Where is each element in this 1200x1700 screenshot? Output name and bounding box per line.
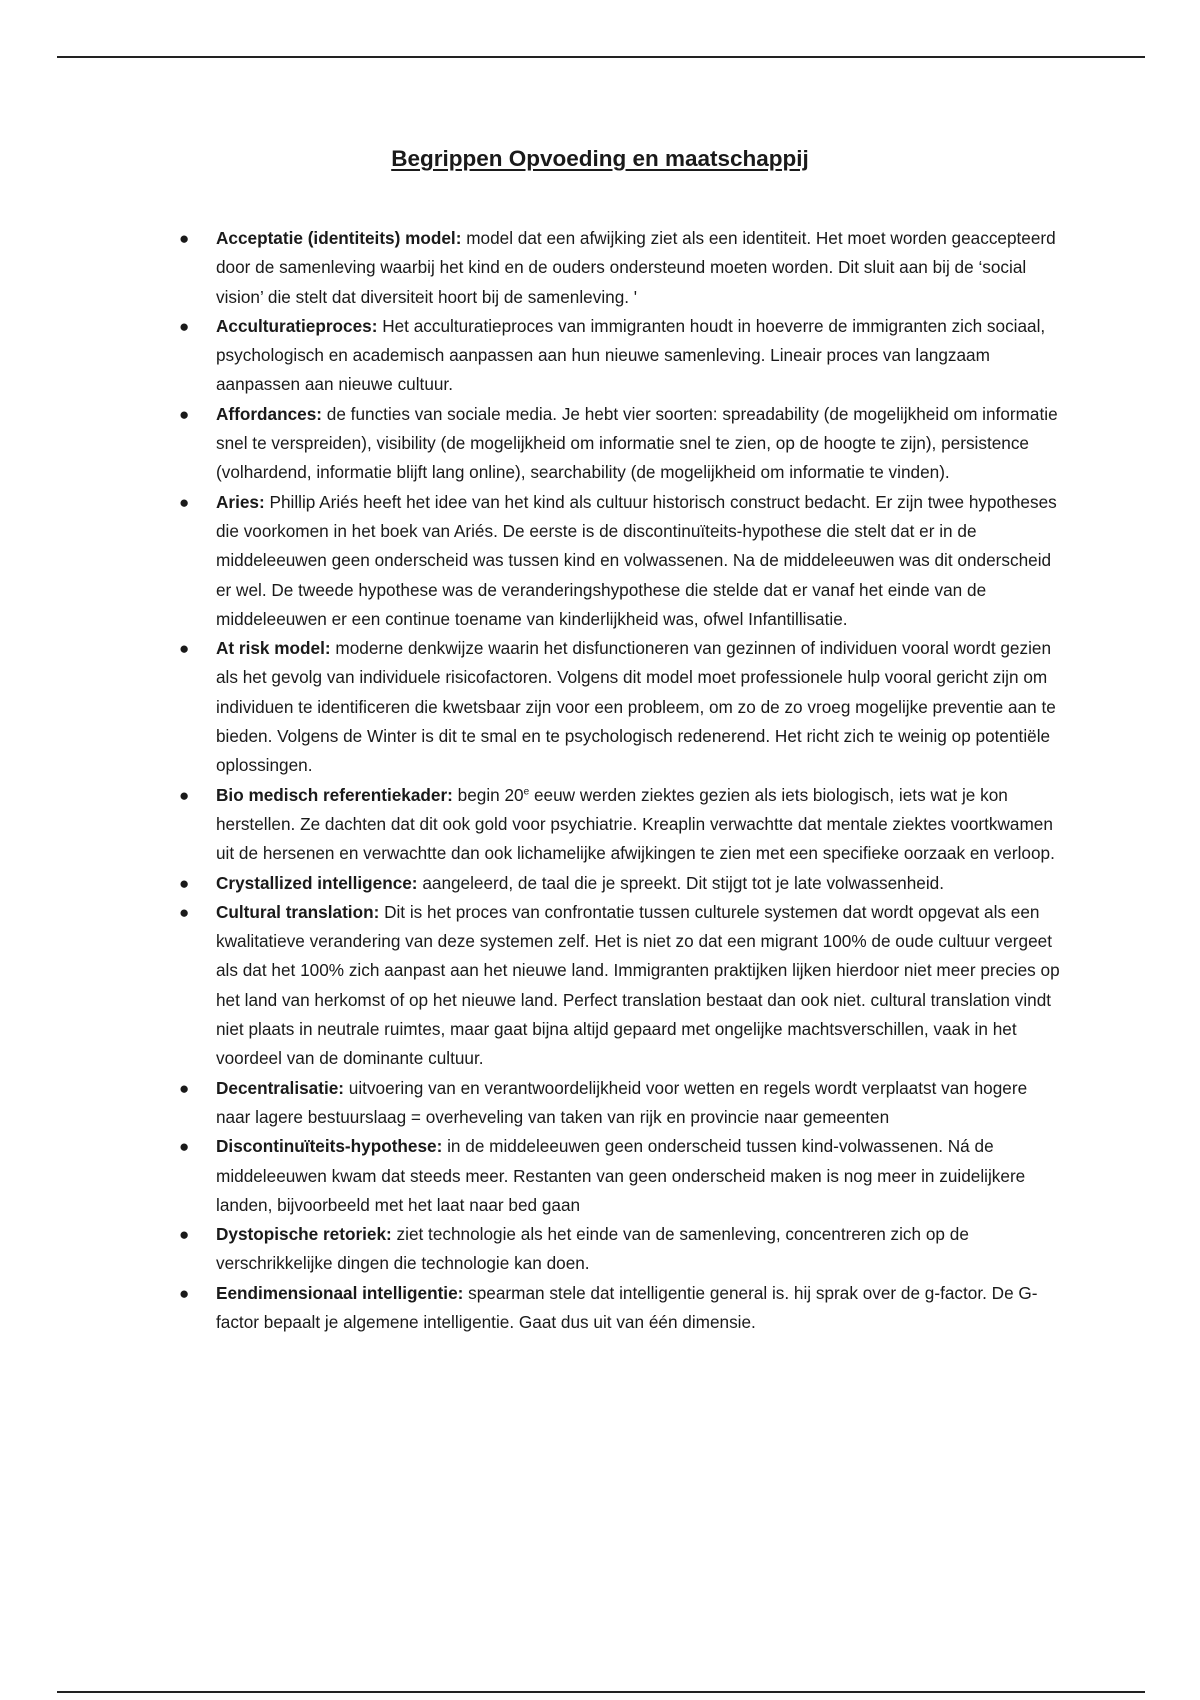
bullet-icon: ●: [179, 1078, 190, 1098]
bottom-rule: [57, 1691, 1145, 1693]
term-label: At risk model:: [216, 638, 331, 659]
term-definition: Phillip Ariés heeft het idee van het kind als cultuur historisch construct bedacht. Er zijn twee hypotheses die voorkomen in het boek van Ariés. De eerste is de discontinuïteits-hypothese die stelt dat er in de middeleeuwen geen onderscheid was tussen kind en volwassenen. Na de middeleeuwen was dit onderscheid er wel. De tweede hypothese was de veranderingshypothese die stelde dat er vanaf het einde van de middeleeuwen er een continue toename van kinderlijkheid was, ofwel Infantillisatie.: [216, 491, 1057, 629]
term-definition: aangeleerd, de taal die je spreekt. Dit stijgt tot je late volwassenheid.: [417, 872, 944, 893]
list-item: [179, 634, 1066, 780]
page-title: Begrippen Opvoeding en maatschappij: [391, 146, 809, 171]
term-label: Cultural translation:: [216, 901, 380, 922]
bullet-icon: ●: [179, 1283, 190, 1303]
list-item: [179, 224, 1066, 312]
term-definition: in de middeleeuwen geen onderscheid tussen kind-volwassenen. Ná de middeleeuwen kwam dat steeds meer. Restanten van geen onderscheid maken is nog meer in zuidelijkere landen, bijvoorbeeld met het laat naar bed gaan: [216, 1136, 1026, 1215]
list-item: [179, 488, 1066, 634]
term-definition: eeuw werden ziektes gezien als iets biologisch, iets wat je kon herstellen. Ze dachten dat dit ook gold voor psychiatrie. Kreaplin verwachtte dat mentale ziektes voortkwamen uit de hersenen en verwachtte dan ook lichamelijke afwijkingen te zien met een specifieke oorzaak en verloop.: [216, 784, 1055, 864]
bullet-icon: ●: [179, 785, 190, 805]
list-item: [179, 1220, 1066, 1279]
top-rule: [57, 56, 1145, 58]
bullet-icon: ●: [179, 873, 190, 893]
bullet-icon: ●: [179, 1225, 190, 1245]
term-definition: Dit is het proces van confrontatie tussen culturele systemen dat wordt opgevat als een kwalitatieve verandering van deze systemen zelf. Het is niet zo dat een migrant 100% de oude cultuur vergeet als dat het 100% zich aanpast aan het nieuwe land. Immigranten praktijken lijken hierdoor niet meer precies op het land van herkomst of op het nieuwe land. Perfect translation bestaat dan ook niet. cultural translation vindt niet plaats in neutrale ruimtes, maar gaat bijna altijd gepaard met ongelijke machtsverschillen, vaak in het voordeel van de dominante cultuur.: [216, 901, 1060, 1069]
list-item: [179, 1279, 1066, 1338]
bullet-icon: ●: [179, 229, 190, 248]
term-label: Affordances:: [216, 403, 323, 424]
term-definition-start: begin 20: [452, 784, 524, 805]
term-definition: spearman stele dat intelligentie general is. hij sprak over de g-factor. De G-factor bepaalt je algemene intelligentie. Gaat dus uit van één dimensie.: [216, 1282, 1038, 1332]
term-label: Bio medisch referentiekader:: [216, 784, 453, 805]
list-item: [179, 1132, 1066, 1220]
term-definition: ziet technologie als het einde van de samenleving, concentreren zich op de verschrikkelijke dingen die technologie kan doen.: [216, 1224, 969, 1274]
list-item: [179, 781, 1066, 869]
term-definition: moderne denkwijze waarin het disfunctioneren van gezinnen of individuen vooral wordt gezien als het gevolg van individuele risicofactoren. Volgens dit model moet professionele hulp vooral gericht zijn om individuen te identificeren die kwetsbaar zijn voor een probleem, om zo de zo vroeg mogelijke preventie aan te bieden. Volgens de Winter is dit te smal en te psychologisch redenerend. Het richt zich te weinig op potentiële oplossingen.: [216, 638, 1056, 776]
term-label: Dystopische retoriek:: [216, 1224, 392, 1245]
term-label: Aries:: [216, 491, 265, 512]
term-label: Discontinuïteits-hypothese:: [216, 1136, 443, 1157]
bullet-icon: ●: [179, 316, 190, 336]
superscript: e: [523, 785, 530, 797]
bullet-icon: ●: [179, 1137, 190, 1157]
term-label: Decentralisatie:: [216, 1077, 345, 1098]
list-item: [179, 869, 1066, 898]
bullet-icon: ●: [179, 404, 190, 424]
term-definition: model dat een afwijking ziet als een identiteit. Het moet worden geaccepteerd door de samenleving waarbij het kind en de ouders ondersteund moeten worden. Dit sluit aan bij de ‘social vision’ die stelt dat diversiteit hoort bij de samenleving. ': [216, 228, 1056, 307]
list-item: [179, 898, 1066, 1074]
term-label: Acculturatieproces:: [216, 315, 378, 336]
list-item: [179, 400, 1066, 488]
bullet-icon: ●: [179, 639, 190, 659]
term-definition: de functies van sociale media. Je hebt vier soorten: spreadability (de mogelijkheid om informatie snel te verspreiden), visibility (de mogelijkheid om informatie snel te zien, op de hoogte te zijn), persistence (volhardend, informatie blijft lang online), searchability (de mogelijkheid om informatie te vinden).: [216, 403, 1058, 483]
list-item: [179, 312, 1066, 400]
term-label: Crystallized intelligence:: [216, 872, 418, 893]
term-label: Acceptatie (identiteits) model:: [216, 228, 462, 248]
term-definition: uitvoering van en verantwoordelijkheid voor wetten en regels wordt verplaatst van hogere naar lagere bestuurslaag = overheveling van taken van rijk en provincie naar gemeenten: [216, 1077, 1028, 1127]
bullet-icon: ●: [179, 902, 190, 922]
bullet-icon: ●: [179, 492, 190, 512]
list-item: [179, 1074, 1066, 1133]
term-list: [179, 224, 1066, 1337]
term-label: Eendimensionaal intelligentie:: [216, 1282, 464, 1303]
term-definition: Het acculturatieproces van immigranten houdt in hoeverre de immigranten zich sociaal, psychologisch en academisch aanpassen aan hun nieuwe samenleving. Lineair proces van langzaam aanpassen aan nieuwe cultuur.: [216, 315, 1046, 395]
